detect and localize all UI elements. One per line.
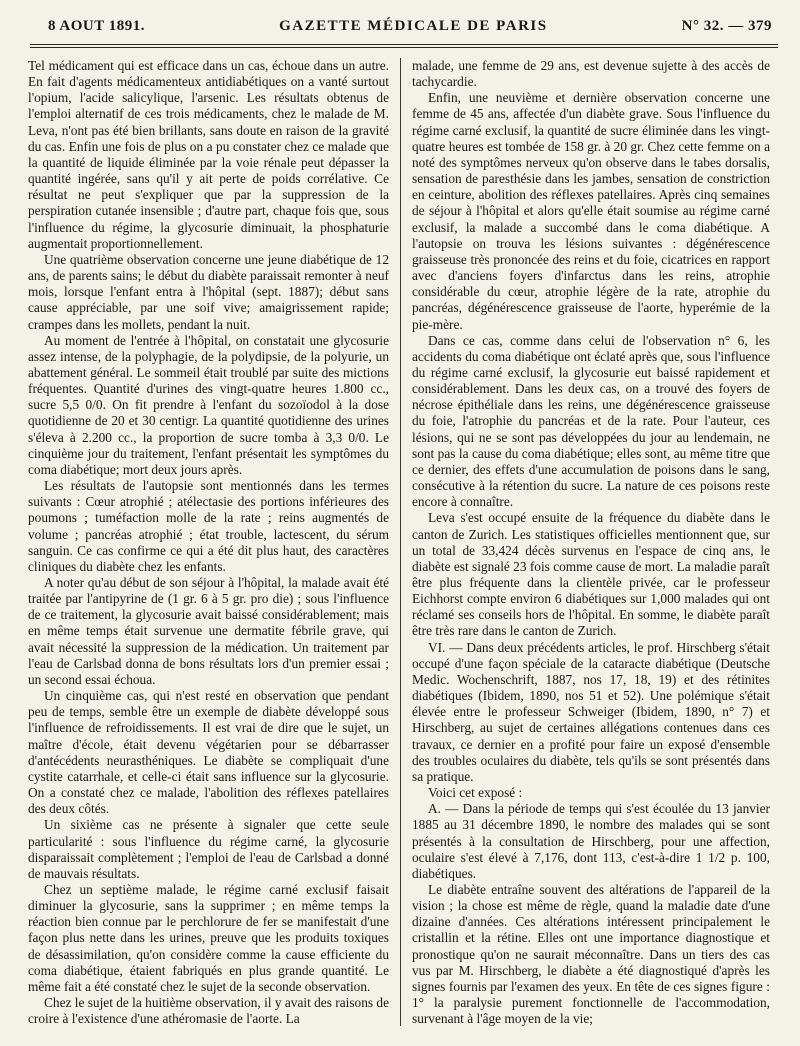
paragraph: Au moment de l'entrée à l'hôpital, on constatait une glycosurie assez intense, de la polyphagie, de la polydipsie, de la polyurie, un abattement général. Le sommeil était troublé par suite des mictions fréquentes. Quantité d'urines des vingt-quatre heures 1.800 cc., sucre 5,5 0/0. On fit prendre à l'enfant du sozoïodol à la dose quotidienne de 20 et 30 centigr. La quantité quotidienne des urines s'éleva à 2.200 cc., la proportion de sucre tomba à 3,3 0/0. Le cinquième jour du traitement, l'enfant présentait les symptômes du coma diabétique; mort deux jours après. <box>28 332 389 477</box>
column-divider <box>400 58 401 1026</box>
paragraph: Un cinquième cas, qui n'est resté en observation que pendant peu de temps, semble être un exemple de diabète développé sous l'influence de refroidissements. Il est vrai de dire que le sujet, un maître d'école, était devenu végétarien pour se débarrasser d'antécédents neurasthéniques. Le diabète se compliquait d'une cystite catarrhale, et celle-ci était sans influence sur la glycosurie. On a constaté chez ce malade, l'abolition des réflexes patellaires des deux côtés. <box>28 688 389 817</box>
paragraph: Les résultats de l'autopsie sont mentionnés dans les termes suivants : Cœur atrophié ; atélectasie des portions inférieures des poumons ; tuméfaction molle de la rate ; reins augmentés de volume ; pancréas atrophié ; état trouble, lactescent, du sérum sanguin. Ce cas confirme ce qui a été dit plus haut, des caractères cliniques du diabète chez les enfants. <box>28 478 389 574</box>
issue-page-number: N° 32. — 379 <box>681 18 772 34</box>
paragraph: Chez le sujet de la huitième observation, il y avait des raisons de croire à l'existence d'une athéromasie de l'aorte. La <box>28 995 389 1027</box>
page-header <box>48 18 772 42</box>
paragraph: Enfin, une neuvième et dernière observation concerne une femme de 45 ans, affectée d'un diabète grave. Sous l'influence du régime carné exclusif, la quantité de sucre éliminée dans les vingt-quatre heures est tombée de 158 gr. à 20 gr. Chez cette femme on a noté des symptômes nerveux qu'on observe dans le tabes dorsalis, sensation de paresthésie dans les jambes, sensation de constriction en ceinture, abolition des réflexes patellaires. Après cinq semaines de séjour à l'hôpital et alors qu'elle était soumise au régime carné exclusif, la malade a succombé dans le coma diabétique. A l'autopsie on trouva les lésions suivantes : dégénérescence graisseuse très prononcée des reins et du foie, cicatrices en rapport avec d'anciens foyers d'infarctus dans les reins, atrophie considérable du cœur, atrophie légère de la rate, atrophie du pancréas, dégénérescence graisseuse de l'aorte, hyperémie de la pie-mère. <box>412 90 770 332</box>
paragraph: Dans ce cas, comme dans celui de l'observation n° 6, les accidents du coma diabétique ont éclaté après que, sous l'influence du régime carné exclusif, la glycosurie eut baissé rapidement et considérablement. Dans les deux cas, on a trouvé des foyers de nécrose épithéliale dans les reins, une dégénérescence graisseuse du foie, l'atrophie du pancréas et de la rate. Pour l'auteur, ces lésions, qui ne se sont pas développées du jour au lendemain, ne sont pas la cause du coma diabétique; elles sont, au même titre que ce dernier, des effets d'une accumulation de poisons dans le sang, consécutive à la rétention du sucre. La nature de ces poisons reste encore à connaître. <box>412 332 770 510</box>
right-column <box>412 58 770 1027</box>
left-column <box>28 58 389 1027</box>
paragraph: A noter qu'au début de son séjour à l'hôpital, la malade avait été traitée par l'antipyrine de (1 gr. 6 à 5 gr. pro die) ; sous l'influence de ce traitement, la glycosurie avait baissé considérablement; mais en même temps était survenue une dermatite fébrile grave, qui avait nécessité la suppression de la médication. Un traitement par l'eau de Carlsbad donna de bons résultats lors d'un premier essai ; un second essai échoua. <box>28 575 389 687</box>
paragraph: Le diabète entraîne souvent des altérations de l'appareil de la vision ; la chose est même de règle, quand la maladie date d'une dizaine d'années. Ces altérations intéressent principalement le cristallin et la rétine. Elles ont une importance diagnostique et pronostique qu'on ne saurait méconnaître. Dans un tiers des cas vus par M. Hirschberg, le diabète a été diagnostiqué d'après les signes fournis par l'examen des yeux. En tête de ces signes figure : 1° la paralysie purement fonctionnelle de l'accommodation, survenant à l'âge moyen de la vie; <box>412 881 770 1027</box>
paragraph: Tel médicament qui est efficace dans un cas, échoue dans un autre. En fait d'agents médicamenteux antidiabétiques on a vanté surtout l'opium, l'acide salicylique, l'arsenic. Les résultats obtenus de l'emploi alternatif de ces trois médicaments, chez le malade de M. Leva, n'ont pas été bien brillants, sans doute en raison de la gravité du cas. Enfin une fois de plus on a pu constater chez ce malade que la quantité de liquide éliminée par la voie rénale peut dépasser la quantité ingérée, sans qu'il y ait perte de poids corrélative. Ce résultat ne peut s'expliquer que par la suppression de la perspiration cutanée insensible ; d'autre part, chaque fois que, sous l'influence du régime, la glycosurie diminuait, la phosphaturie augmentait proportionnellement. <box>28 58 389 251</box>
paragraph: Voici cet exposé : <box>428 785 523 801</box>
journal-title: GAZETTE MÉDICALE DE PARIS <box>279 18 548 34</box>
header-rule <box>30 44 778 48</box>
paragraph: A. — Dans la période de temps qui s'est écoulée du 13 janvier 1885 au 31 décembre 1890, le nombre des malades qui se sont présentés à la consultation de Hirschberg, pour une affection, oculaire s'est élevé à 7,176, dont 113, c'est-à-dire 1 1/2 p. 100, diabétiques. <box>412 801 770 881</box>
paragraph: malade, une femme de 29 ans, est devenue sujette à des accès de tachycardie. <box>412 58 770 90</box>
paragraph: Chez un septième malade, le régime carné exclusif faisait diminuer la glycosurie, sans la supprimer ; en même temps la réaction bien connue par le perchlorure de fer se manifestait d'une façon plus nette dans les urines, preuve que les produits toxiques de désassimilation, qu'on considère comme la cause efficiente du coma diabétique, étaient fabriqués en plus grande quantité. Le même fait a été constaté chez le sujet de la seconde observation. <box>28 881 389 994</box>
paragraph: Leva s'est occupé ensuite de la fréquence du diabète dans le canton de Zurich. Les statistiques officielles mentionnent que, sur un total de 33,424 décès survenus en l'espace de cinq ans, le diabète est signalé 23 fois comme cause de mort. La maladie paraît être plus fréquente dans la clientèle privée, car le professeur Eichhorst compte environ 6 diabétiques sur 1,000 malades qui ont réclamé ses conseils hors de l'hôpital. En somme, le diabète paraît être très rare dans le canton de Zurich. <box>412 510 770 639</box>
paragraph: Un sixième cas ne présente à signaler que cette seule particularité : sous l'influence du régime carné, la glycosurie disparaissait complètement ; l'emploi de l'eau de Carlsbad a donné de mauvais résultats. <box>28 817 389 881</box>
paragraph: Une quatrième observation concerne une jeune diabétique de 12 ans, de parents sains; le début du diabète paraissait remonter à neuf mois, lorsque l'enfant entra à l'hôpital (sept. 1887); début sans cause appréciable, par une soif vive; amaigrissement rapide; crampes dans les mollets, pendant la nuit. <box>28 251 389 332</box>
paragraph: VI. — Dans deux précédents articles, le prof. Hirschberg s'était occupé d'une façon spéciale de la cataracte diabétique (Deutsche Medic. Wochenschrift, 1887, nos 17, 18, 19) et des rétinites diabétiques (Ibidem, 1890, nos 51 et 52). Une polémique s'était élevée entre le professeur Schweiger (Ibidem, 1890, n° 7) et Hirschberg, au sujet de certaines allégations contenues dans ces travaux, ce dernier en a profité pour faire un exposé d'ensemble des troubles oculaires du diabète, tels qu'ils se sont présentés dans sa pratique. <box>412 639 770 784</box>
header-date: 8 AOUT 1891. <box>48 18 145 34</box>
